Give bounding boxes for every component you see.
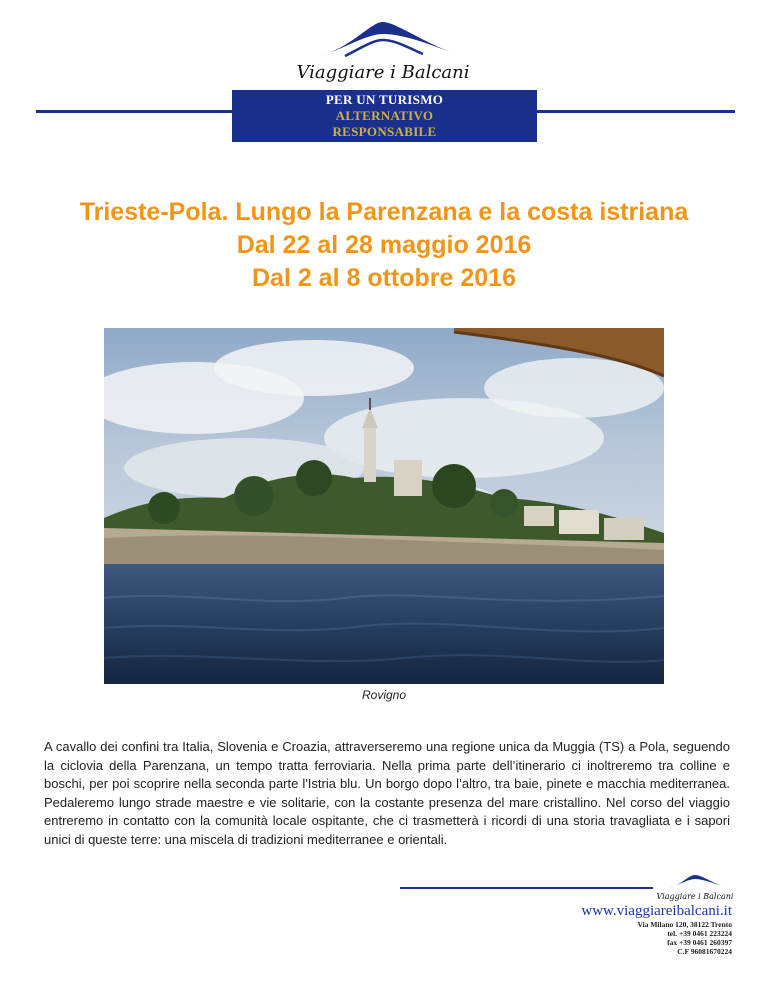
footer-cf: C.F 96081670224 [677,947,732,956]
title-line-1: Trieste-Pola. Lungo la Parenzana e la costa istriana [79,198,689,226]
banner-line-3: RESPONSABILE [332,124,437,139]
title-line-3: Dal 2 al 8 ottobre 2016 [251,264,516,292]
description-paragraph: A cavallo dei confini tra Italia, Slovenia e Croazia, attraverseremo una regione unica da Muggia (TS) a Pola, seguendo la ciclovia della Parenzana, un tempo tratta ferroviaria. Nella prima parte dell’itinerario ci inoltreremo tra colline e boschi, per poi scoprire nella seconda parte l'Istria blu. Un borgo dopo l’altro, tra baie, pinete e macchia mediterranea. Pedaleremo lungo strade maestre e vie solitarie, con la costante presenza del mare cristallino. Nel corso del viaggio entreremo in contatto con la comunità locale ospitante, che ci trasmetterà i ricordi di una storia travagliata e i sapori unici di queste terre: una miscela di tradizioni mediterranee e orientali. [44,739,730,847]
title-line-2: Dal 22 al 28 maggio 2016 [236,231,532,259]
brand-logo [283,12,483,92]
rovigno-photo [104,328,664,684]
website-link[interactable]: www.viaggiareibalcani.it [581,903,732,919]
footer-tel: tel. +39 0461 223224 [667,929,732,938]
header-rule-right [537,110,735,113]
footer-brand-logo [656,872,734,902]
footer-rule [400,887,653,889]
photo-caption: Rovigno [361,688,407,702]
footer-contact [560,920,732,956]
header-banner [232,90,537,142]
brand-logo-text: Viaggiare i Balcani [296,62,470,83]
footer-address: Via Milano 120, 38122 Trento [637,920,732,929]
banner-line-1: PER UN TURISMO [325,92,444,107]
footer-brand-text: Viaggiare i Balcani [656,892,734,901]
page-title [0,196,768,295]
footer-fax: fax +39 0461 260397 [667,938,732,947]
banner-line-2: ALTERNATIVO [335,108,434,123]
header-rule-left [36,110,232,113]
